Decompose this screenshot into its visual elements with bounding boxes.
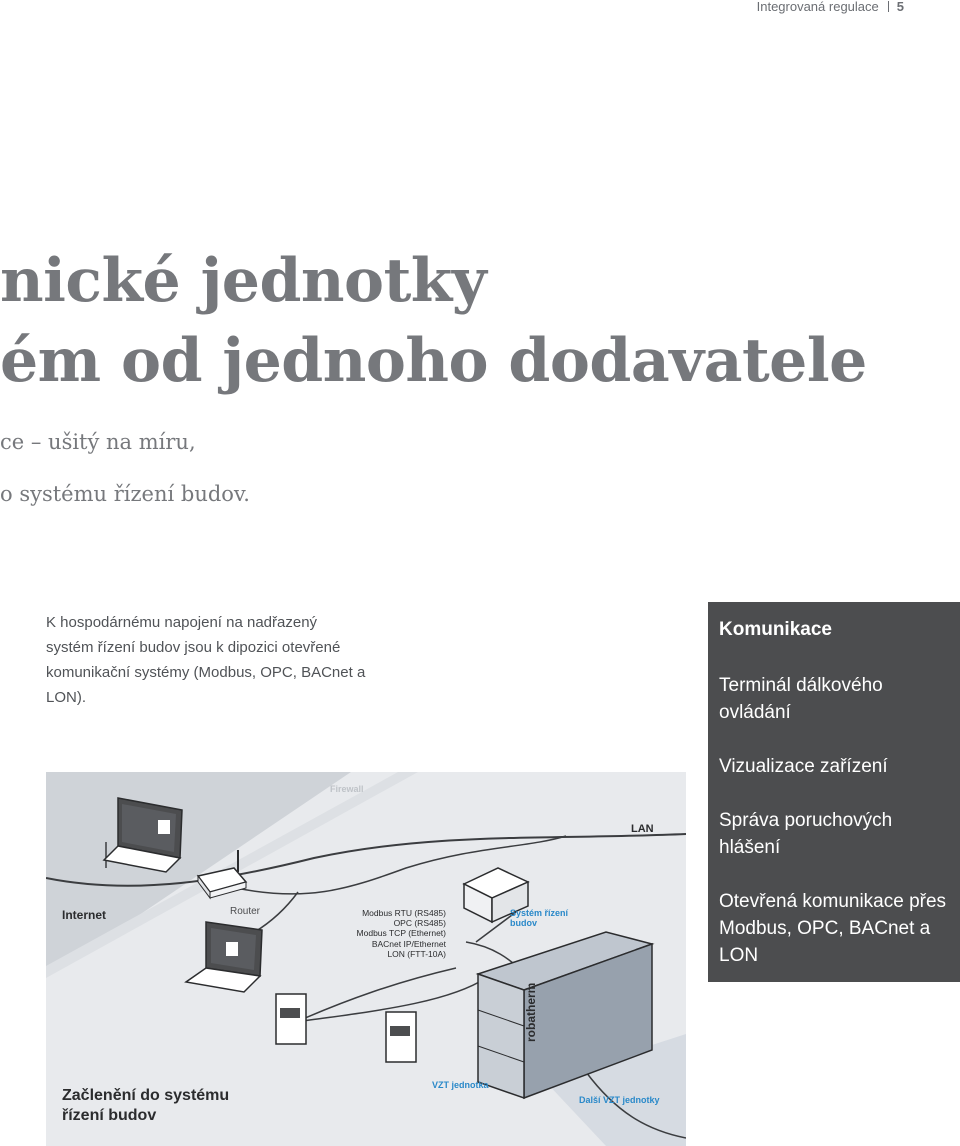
subheadline-line-2: o systému řízení budov. bbox=[0, 482, 250, 506]
sidebar-item-open-communication: Otevřená komunikace přes Modbus, OPC, BACnet a LON bbox=[719, 891, 947, 966]
headline-line-2: ém od jednoho dodavatele bbox=[0, 326, 867, 396]
subheadline-line-1: ce – ušitý na míru, bbox=[0, 430, 196, 454]
sidebar-item-remote-terminal: Terminál dálkového ovládání bbox=[719, 675, 883, 723]
sidebar-item-visualization: Vizualizace zařízení bbox=[719, 756, 888, 777]
header-separator bbox=[888, 1, 889, 12]
vzt-label: VZT jednotka bbox=[432, 1080, 489, 1090]
protocol-list bbox=[352, 908, 446, 959]
running-header bbox=[757, 0, 904, 14]
more-units-label: Další VZT jednotky bbox=[579, 1095, 660, 1105]
intro-paragraph: K hospodárnému napojení na nadřazený systém řízení budov jsou k dipozici otevřené komunikační systémy (Modbus, OPC, BACnet a LON). bbox=[46, 614, 366, 706]
router-label: Router bbox=[230, 906, 261, 917]
communication-sidebar bbox=[708, 602, 960, 982]
protocol-item: Modbus RTU (RS485) bbox=[362, 908, 446, 918]
diagram-caption bbox=[62, 1086, 229, 1126]
sidebar-item-fault-management: Správa poruchových hlášení bbox=[719, 810, 893, 858]
integration-diagram bbox=[46, 772, 686, 1146]
remote-terminal-icon bbox=[386, 1012, 416, 1062]
firewall-label: Firewall bbox=[330, 784, 364, 794]
protocol-item: BACnet IP/Ethernet bbox=[371, 938, 446, 949]
caption-line-1: Začlenění do systému bbox=[62, 1087, 230, 1104]
sidebar-title: Komunikace bbox=[719, 619, 832, 640]
headline-line-1: nické jednotky bbox=[0, 246, 487, 316]
header-title: Integrovaná regulace bbox=[756, 0, 879, 14]
lan-label: LAN bbox=[631, 823, 654, 835]
bms-label: Systém řízení budov bbox=[510, 908, 569, 928]
remote-terminal-icon bbox=[276, 994, 306, 1044]
caption-line-2: řízení budov bbox=[62, 1107, 157, 1124]
protocol-item: LON (FTT-10A) bbox=[387, 948, 446, 959]
protocol-item: OPC (RS485) bbox=[393, 918, 446, 929]
brand-logo: robatherm bbox=[524, 982, 538, 1042]
internet-label: Internet bbox=[62, 908, 107, 922]
protocol-item: Modbus TCP (Ethernet) bbox=[356, 928, 446, 939]
page-number: 5 bbox=[896, 0, 904, 14]
